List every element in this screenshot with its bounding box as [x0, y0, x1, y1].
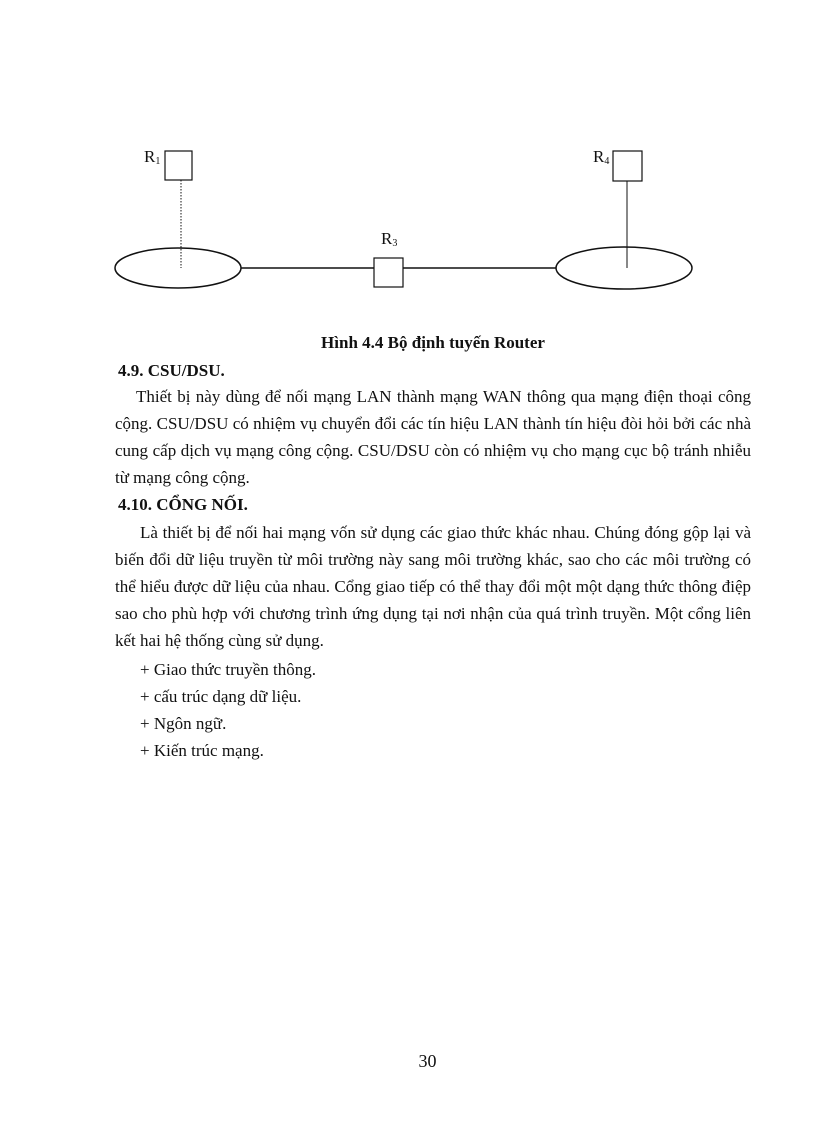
router-diagram-svg	[0, 0, 816, 320]
section-heading-cong-noi: 4.10. CỔNG NỐI.	[118, 495, 248, 514]
paragraph-csu-dsu: Thiết bị này dùng để nối mạng LAN thành mạng WAN thông qua mạng điện thoại công cộng. CSU/DSU có nhiệm vụ chuyển đổi các tín hiệu LAN thành tín hiệu đòi hỏi bởi các nhà cung cấp dịch vụ mạng công cộng. CSU/DSU còn có nhiệm vụ cho mạng cục bộ tránh nhiễu từ mạng công cộng.	[115, 387, 751, 487]
router-r4-label: $R_4$	[593, 147, 610, 167]
paragraph-cong-noi: Là thiết bị để nối hai mạng vốn sử dụng các giao thức khác nhau. Chúng đóng gộp lại và biến đổi dữ liệu truyền từ môi trường này sang môi trường khác, sao cho các môi trường có thể hiểu được dữ liệu của nhau. Cổng giao tiếp có thể thay đổi một một dạng thức thông điệp sao cho phù hợp với chương trình ứng dụng tại nơi nhận của quá trình truyền. Một cổng liên kết hai hệ thống cùng sử dụng.	[115, 523, 751, 650]
protocol-list	[140, 656, 316, 764]
router-r4-box	[613, 151, 642, 181]
section-heading-csu-dsu: 4.9. CSU/DSU.	[118, 361, 225, 380]
router-r1-box	[165, 151, 192, 180]
router-r3-label: $R_3$	[381, 229, 398, 249]
list-item: + Ngôn ngữ.	[140, 714, 227, 733]
list-item: + cấu trúc dạng dữ liệu.	[140, 687, 302, 706]
router-r3-box	[374, 258, 403, 287]
figure-caption: Hình 4.4 Bộ định tuyến Router	[321, 333, 545, 352]
list-item: + Kiến trúc mạng.	[140, 741, 264, 760]
router-diagram	[0, 0, 816, 320]
lan-right	[556, 247, 692, 289]
lan-left	[115, 248, 241, 288]
page-number: 30	[418, 1051, 437, 1071]
list-item: + Giao thức truyền thông.	[140, 660, 317, 679]
router-r1-label: $R_1$	[144, 147, 161, 167]
